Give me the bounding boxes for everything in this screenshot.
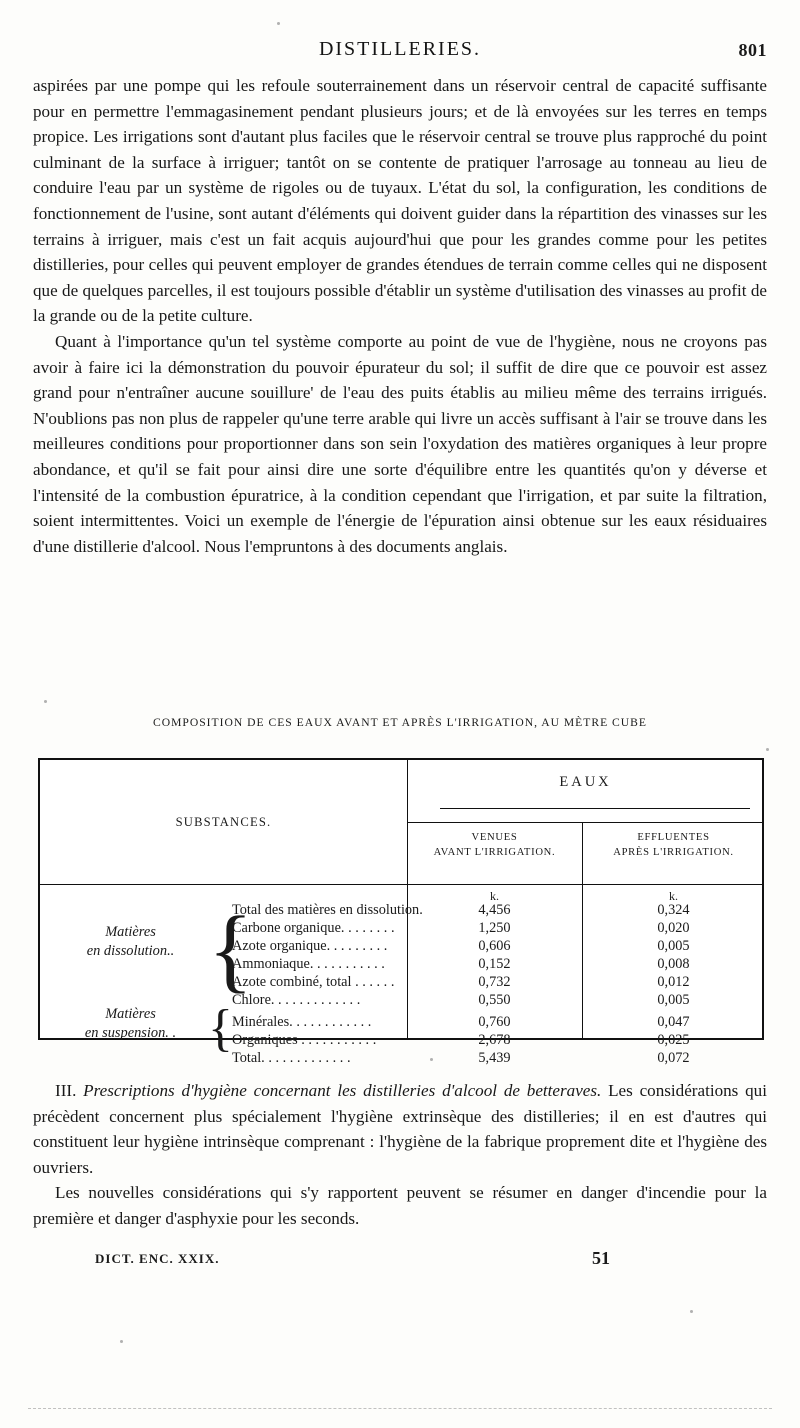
table-unit-venues: k. (490, 889, 499, 903)
table-cell-venues: 0,732 (478, 974, 511, 990)
paragraph-2: Quant à l'importance qu'un tel système comporte au point de vue de l'hygiène, nous ne croyons pas avoir à faire ici la démonstration du pouvoir épurateur du sol; il suffit de dire que ce pouvoir est assez grand pour n'entraîner aucune souillure' de l'eau des puits établis au milieu même des terrains irrigués. N'oublions pas non plus de rappeler qu'une terre arable qui livre un accès suffisant à l'air se trouve dans les meilleures conditions pour proportionner dans son sein l'oxydation des matières organiques à leur propre abondance, et qu'il se fait pour ainsi dire une sorte d'équilibre entre les quantités qu'on y déverse et l'intensité de la combustion épuratrice, à la condition cependant que l'irrigation, et par suite la filtration, soient intermittentes. Voici un exemple de l'énergie de l'épuration ainsi obtenue sur les eaux résiduaires d'une distillerie d'alcool. Nous l'empruntons à des documents anglais. (33, 331, 767, 556)
table-horizontal-rule (407, 822, 762, 823)
paper-speck (44, 700, 47, 703)
table-row: Chlore. . . . . . . . . . . . . (232, 992, 361, 1008)
table-cell-effluentes: 0,005 (657, 992, 690, 1008)
table-row: Total des matières en dissolution. (232, 902, 423, 918)
table-row: Carbone organique. . . . . . . . (232, 920, 395, 936)
table-cell-effluentes: 0,020 (657, 920, 690, 936)
table-row: Azote combiné, total . . . . . . (232, 974, 395, 990)
row-group-label-suspension-line1: Matières (105, 1006, 156, 1022)
table-caption: COMPOSITION DE CES EAUX AVANT ET APRÈS L'IRRIGATION, AU MÈTRE CUBE (153, 716, 647, 729)
closing-paragraph: Les nouvelles considérations qui s'y rapportent peuvent se résumer en danger d'incendie pour la première et danger d'asphyxie pour les seconds. (33, 1183, 767, 1228)
running-head-title: DISTILLERIES. (318, 38, 482, 60)
paper-speck (120, 1340, 123, 1343)
table-header-rule (40, 884, 762, 885)
brace-icon: { (208, 1000, 233, 1057)
section-paragraph-text: Les considérations qui précèdent concernent plus spécialement l'hygiène extrinsèque des distilleries; il en est d'autres qui constituent leur hygiène intrinsèque comprenant : l'hygiène de la fabrique proprement dite et l'hygiène des ouvriers. (33, 1081, 767, 1177)
table-row: Ammoniaque. . . . . . . . . . . (232, 956, 385, 972)
footer-signature: DICT. ENC. XXIX. (95, 1251, 220, 1266)
table-cell-effluentes: 0,012 (657, 974, 690, 990)
table-subheader-venues-line2: AVANT L'IRRIGATION. (433, 847, 556, 858)
table-cell-effluentes: 0,047 (657, 1014, 690, 1030)
page-number: 801 (738, 40, 767, 60)
section-number: III. (55, 1081, 77, 1100)
section-title: Prescriptions d'hygiène concernant les distilleries d'alcool de betteraves. (83, 1081, 602, 1100)
table-cell-effluentes: 0,072 (657, 1050, 690, 1066)
table-cell-effluentes: 0,324 (657, 902, 690, 918)
table-cell-venues: 0,760 (478, 1014, 511, 1030)
row-group-label-suspension (48, 1005, 213, 1043)
row-group-label-dissolution-line1: Matières (105, 924, 156, 940)
table-cell-effluentes: 0,005 (657, 938, 690, 954)
section-paragraph (33, 1078, 767, 1180)
table-cell-venues: 4,456 (478, 902, 511, 918)
composition-table (38, 758, 764, 1066)
row-group-label-suspension-line2: en suspension. . (84, 1025, 177, 1041)
table-cell-venues: 0,606 (478, 938, 511, 954)
table-header-substances (40, 760, 407, 884)
row-group-label-dissolution (48, 923, 213, 961)
paragraph-1: aspirées par une pompe qui les refoule souterrainement dans un réservoir central de capacité suffisante pour en permettre l'emmagasinement pendant plusieurs jours; et de là envoyées sur les terres en temps propice. Les irrigations sont d'autant plus faciles que le réservoir central se trouve plus rapproché du point culminant de la surface à irriguer; tantôt on se contente de pratiquer l'arrosage au tonneau au lieu de conduire l'eau par un système de rigoles ou de tuyaux. L'état du sol, la configuration, les conditions de fonctionnement de l'usine, sont autant d'éléments qui doivent guider dans la répartition des vinasses sur les terrains à irriguer, mais c'est un fait acquis aujourd'hui que pour les grandes comme pour les petites distilleries, pour celles qui peuvent employer de grandes étendues de terrain comme celles qui ne disposent que de quelques parcelles, il est toujours possible d'établir un système d'utilisation des vinasses au profit de la grande ou de la petite culture. (33, 76, 767, 326)
paper-speck (277, 22, 280, 25)
table-cell-venues: 1,250 (478, 920, 511, 936)
table-cell-venues: 0,152 (478, 956, 511, 972)
table-cell-effluentes: 0,008 (657, 956, 690, 972)
table-cell-venues: 2,678 (478, 1032, 511, 1048)
table-row: Azote organique. . . . . . . . . (232, 938, 388, 954)
table-header-eaux-label: EAUX (559, 774, 612, 790)
body-text-block (33, 73, 767, 559)
table-subheader-venues-line1: VENUES (471, 832, 518, 843)
table-row: Organiques . . . . . . . . . . . (232, 1032, 377, 1048)
page-header (0, 38, 800, 66)
bottom-scan-edge (28, 1408, 772, 1409)
table-cell-effluentes: 0,025 (657, 1032, 690, 1048)
page-footer (0, 1248, 800, 1275)
table-header-substances-label: SUBSTANCES. (175, 814, 272, 829)
table-subheader-effluentes-line2: APRÈS L'IRRIGATION. (613, 847, 734, 858)
table-eaux-underline (440, 808, 750, 809)
table-subheader-venues (407, 830, 582, 860)
table-cell-venues: 5,439 (478, 1050, 511, 1066)
paper-speck (690, 1310, 693, 1313)
after-table-text-block (33, 1078, 767, 1232)
table-subheader-effluentes-line1: EFFLUENTES (637, 832, 710, 843)
brace-icon: { (208, 898, 254, 1002)
footer-sheet-number: 51 (592, 1248, 610, 1268)
table-row: Minérales. . . . . . . . . . . . (232, 1014, 372, 1030)
row-group-label-dissolution-line2: en dissolution.. (86, 943, 175, 959)
table-row: Total. . . . . . . . . . . . . (232, 1050, 351, 1066)
paper-speck (766, 748, 769, 751)
table-subheader-effluentes (583, 830, 764, 860)
table-cell-venues: 0,550 (478, 992, 511, 1008)
table-unit-effluentes: k. (669, 889, 678, 903)
